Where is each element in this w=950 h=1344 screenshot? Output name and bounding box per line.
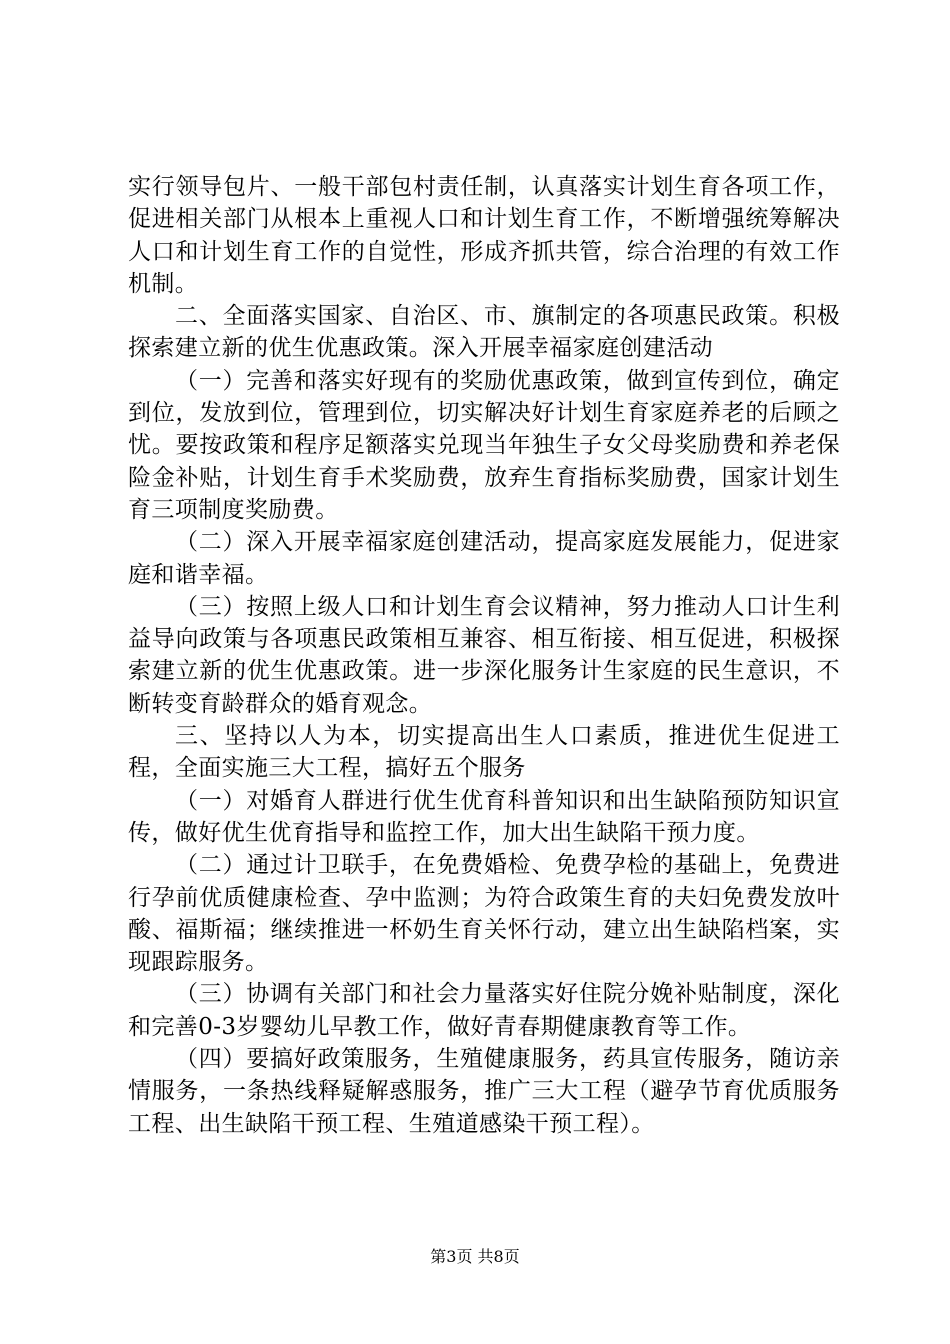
paragraph-7: （一）对婚育人群进行优生优育科普知识和出生缺陷预防知识宣传，做好优生优育指导和监控工作，加大出生缺陷干预力度。 bbox=[128, 787, 840, 846]
paragraph-4: （二）深入开展幸福家庭创建活动，提高家庭发展能力，促进家庭和谐幸福。 bbox=[128, 529, 840, 588]
paragraph-6-section-heading: 三、坚持以人为本，切实提高出生人口素质，推进优生促进工程，全面实施三大工程，搞好五个服务 bbox=[128, 723, 840, 782]
document-body bbox=[128, 171, 840, 1140]
paragraph-8: （二）通过计卫联手，在免费婚检、免费孕检的基础上，免费进行孕前优质健康检查、孕中监测；为符合政策生育的夫妇免费发放叶酸、福斯福；继续推进一杯奶生育关怀行动，建立出生缺陷档案，实现跟踪服务。 bbox=[128, 852, 840, 976]
page-number-footer: 第3页 共8页 bbox=[430, 1247, 520, 1266]
paragraph-3: （一）完善和落实好现有的奖励优惠政策，做到宣传到位，确定到位，发放到位，管理到位，切实解决好计划生育家庭养老的后顾之忧。要按政策和程序足额落实兑现当年独生子女父母奖励费和养老保险金补贴，计划生育手术奖励费，放弃生育指标奖励费，国家计划生育三项制度奖励费。 bbox=[128, 367, 840, 523]
paragraph-2-section-heading: 二、全面落实国家、自治区、市、旗制定的各项惠民政策。积极探索建立新的优生优惠政策。深入开展幸福家庭创建活动 bbox=[128, 303, 840, 362]
paragraph-9: （三）协调有关部门和社会力量落实好住院分娩补贴制度，深化和完善0-3岁婴幼儿早教工作，做好青春期健康教育等工作。 bbox=[128, 981, 840, 1040]
paragraph-10: （四）要搞好政策服务，生殖健康服务，药具宣传服务，随访亲情服务，一条热线释疑解惑服务，推广三大工程（避孕节育优质服务工程、出生缺陷干预工程、生殖道感染干预工程）。 bbox=[128, 1046, 840, 1137]
paragraph-1: 实行领导包片、一般干部包村责任制，认真落实计划生育各项工作，促进相关部门从根本上重视人口和计划生育工作，不断增强统筹解决人口和计划生育工作的自觉性，形成齐抓共管，综合治理的有效工作机制。 bbox=[128, 174, 840, 297]
paragraph-5: （三）按照上级人口和计划生育会议精神，努力推动人口计生利益导向政策与各项惠民政策相互兼容、相互衔接、相互促进，积极探索建立新的优生优惠政策。进一步深化服务计生家庭的民生意识，不断转变育龄群众的婚育观念。 bbox=[128, 593, 840, 717]
